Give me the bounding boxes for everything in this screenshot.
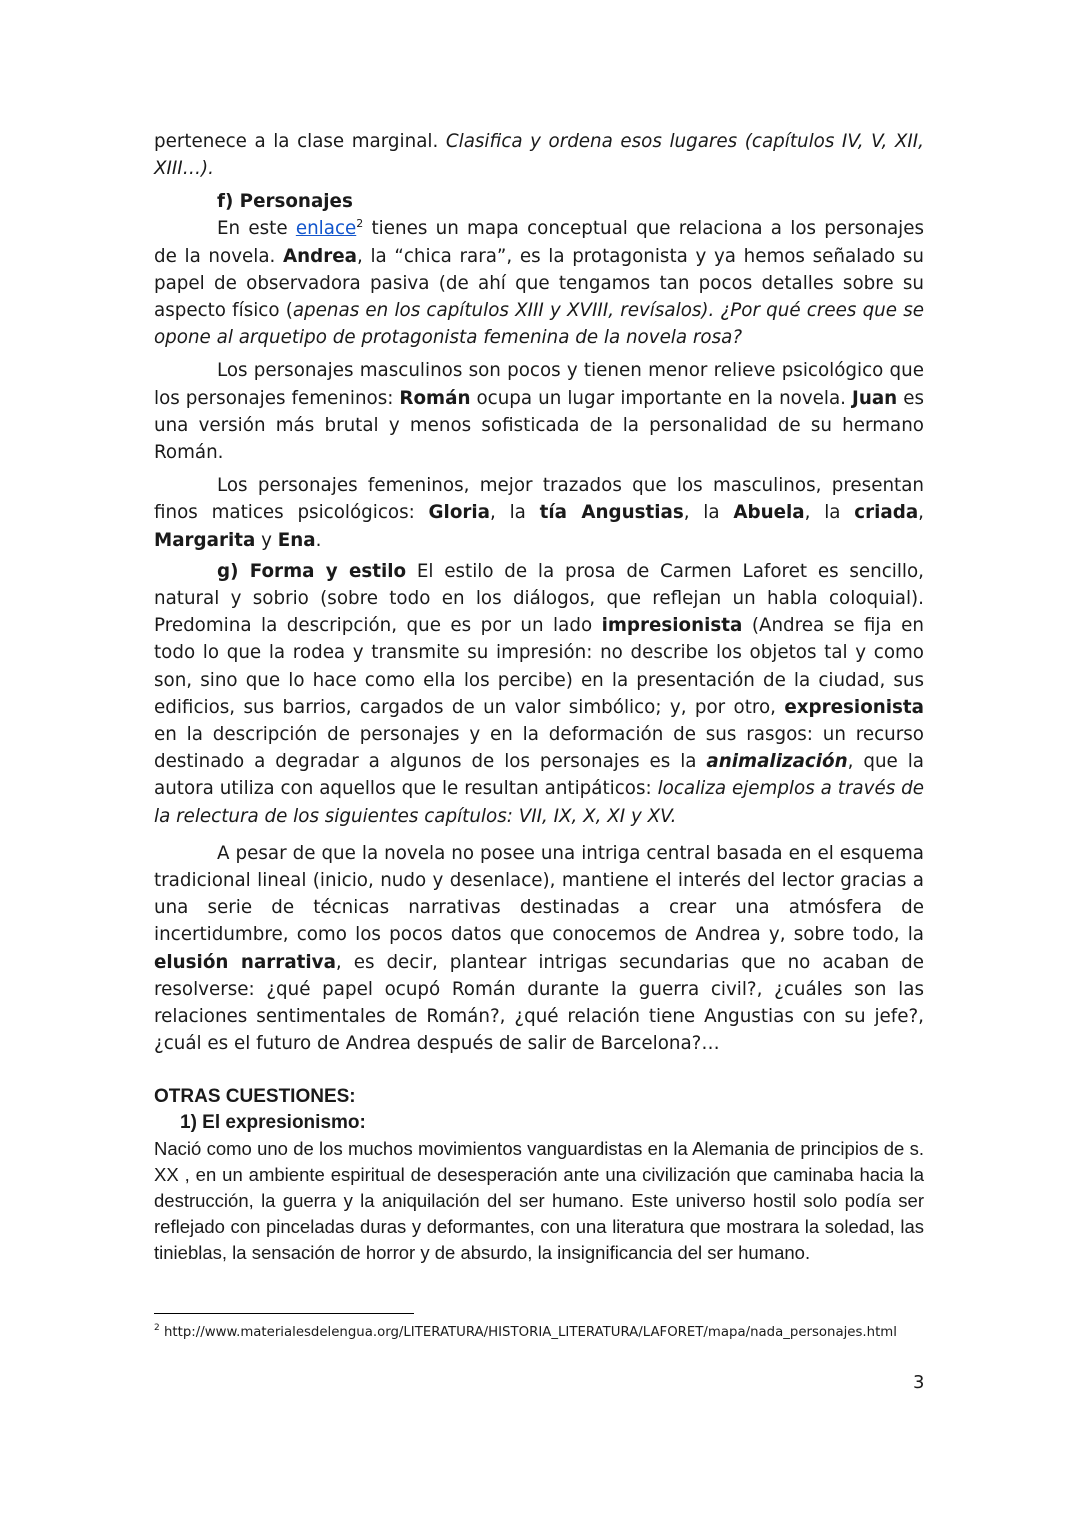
intro-text: pertenece a la clase marginal. [154,131,446,152]
page-number: 3 [913,1372,925,1393]
expresionismo-subheading: 1) El expresionismo: [180,1111,366,1133]
enlace-link[interactable]: enlace [295,218,357,240]
footnote-url[interactable]: http://www.materialesdelengua.org/LITERATURA/HISTORIA_LITERATURA/LAFORET/mapa/nada_personajes.html [159,1325,897,1340]
footnote-ref: 2 [356,217,364,231]
personajes-paragraph-3: Los personajes femeninos, mejor trazados que los masculinos, presentan finos matices psicológicos: Gloria, la tía Angustias, la Abuela, la criada, Margarita y Ena. [154,475,924,551]
intro-question: Clasifica y ordena esos lugares (capítulos IV, V, XII, XIII…). [154,131,924,180]
intriga-paragraph: A pesar de que la novela no posee una intriga central basada en el esquema tradicional lineal (inicio, nudo y desenlace), mantiene el interés del lector gracias a una serie de técnicas narrativas destinadas a crear una atmósfera de incertidumbre, como los pocos datos que conocemos de Andrea y, sobre todo, la elusión narrativa, es decir, plantear intrigas secundarias que no acaban de resolverse: ¿qué papel ocupó Román durante la guerra civil?, ¿cuáles son las relaciones sentimentales de Román?, ¿qué relación tiene Angustias con su jefe?, ¿cuál es el futuro de Andrea después de salir de Barcelona?… [154,842,925,1055]
footnote-divider [154,1313,414,1314]
section-heading-personajes: f) Personajes [217,191,353,213]
document-page [154,128,924,1267]
footnote [154,1325,897,1340]
personajes-paragraph-1: En este enlace$^2$ tienes un mapa conceptual que relaciona a los personajes de la novela. Andrea, la “chica rara”, es la protagonista y ya hemos señalado su papel de observadora pasiva (de ahí que tengamos tan pocos detalles sobre su aspecto físico (apenas en los capítulos XIII y XVIII, revísalos). ¿Por qué crees que se opone al arquetipo de protagonista femenina de la novela rosa? [154,217,924,349]
forma-estilo-paragraph: g) Forma y estilo El estilo de la prosa de Carmen Laforet es sencillo, natural y sobrio (sobre todo en los diálogos, que reflejan un habla coloquial). Predomina la descripción, que es por un lado impresionista (Andrea se fija en todo lo que la rodea y transmite su impresión: no describe los objetos tal y como son, sino que lo hace como ella los percibe) en la presentación de la ciudad, sus edificios, sus barrios, cargados de un valor simbólico; y, por otro, expresionista en la descripción de personajes y en la deformación de sus rasgos: un recurso destinado a degradar a algunos de los personajes es la animalización, que la autora utiliza con aquellos que le resultan antipáticos: localiza ejemplos a través de la relectura de los siguientes capítulos: VII, IX, X, XI y XV. [154,560,924,827]
intro-paragraph [154,128,924,182]
expresionismo-body: Nació como uno de los muchos movimientos vanguardistas en la Alemania de principios de s. XX , en un ambiente espiritual de desesperación ante una civilización que caminaba hacia la destrucción, la guerra y la aniquilación del ser humano. Este universo hostil solo podía ser reflejado con pinceladas duras y deformantes, con una literatura que mostrara la soledad, las tinieblas, la sensación de horror y de absurdo, la insignificancia del ser humano. [154,1137,924,1264]
section-heading-forma: g) Forma y estilo [217,560,407,582]
personajes-paragraph-2: Los personajes masculinos son pocos y tienen menor relieve psicológico que los personajes femeninos: Román ocupa un lugar importante en la novela. Juan es una versión más brutal y menos sofisticada de la personalidad de su hermano Román. [154,360,924,464]
footnote-mark: 2 [154,1323,160,1333]
otras-cuestiones-title: OTRAS CUESTIONES: [154,1085,356,1107]
